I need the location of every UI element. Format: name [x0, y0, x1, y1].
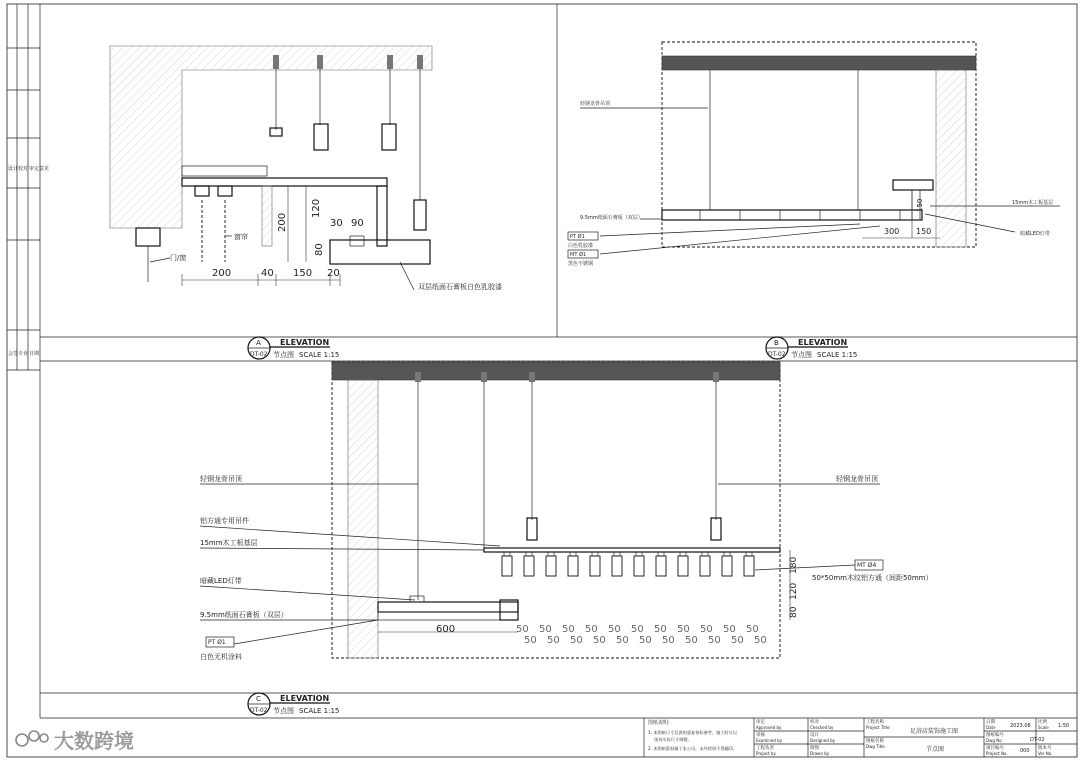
detail-b-subtitle: 节点图 — [791, 351, 812, 359]
detail-c-dim-50-6: 50 — [631, 624, 644, 635]
detail-c-dim-50-22: 50 — [754, 635, 767, 646]
detail-c-dim-50-17: 50 — [639, 635, 652, 646]
tb-date: 2023.08 — [1010, 723, 1031, 729]
detail-c-scale: SCALE 1:15 — [299, 707, 340, 715]
alu-tube-8 — [656, 556, 666, 576]
detail-a-heading: ELEVATION — [280, 338, 330, 347]
detail-a-title — [248, 337, 339, 359]
strip-upper-1: 校对 — [18, 166, 29, 172]
detail-c-dim-600: 600 — [436, 624, 456, 635]
detail-c-led: 暗藏LED灯带 — [200, 577, 242, 585]
detail-c-pt-tag: PT Ø1 — [208, 639, 226, 646]
detail-c-dim-180: 180 — [789, 556, 799, 574]
detail-b-dim-150v: 150 — [916, 198, 924, 212]
detail-c-dim-50-9: 50 — [700, 624, 713, 635]
detail-c-dim-50-3: 50 — [562, 624, 575, 635]
tb-note1b: 现场实际尺寸调整。 — [654, 737, 692, 742]
detail-c-dim-50-8: 50 — [677, 624, 690, 635]
detail-c-dim-50-2: 50 — [539, 624, 552, 635]
detail-a-dim-80: 80 — [314, 243, 325, 256]
detail-b-tag2: MT Ø1 — [570, 252, 587, 258]
detail-c-id: C — [256, 695, 261, 703]
detail-b-scale: SCALE 1:15 — [817, 351, 858, 359]
tb-date-label: 日期 — [986, 720, 995, 725]
watermark-text: 大数跨境 — [54, 729, 134, 753]
detail-c-paint: 白色无机涂料 — [200, 653, 242, 661]
tb-proj-no-en: Project No. — [986, 751, 1008, 756]
alu-tube-5 — [590, 556, 600, 576]
detail-c-alu-tubes — [502, 552, 754, 576]
watermark-logo-icon — [16, 731, 48, 746]
tb-approved-en: Approved by — [756, 725, 782, 730]
detail-a-door-label: 门/窗 — [170, 254, 187, 262]
detail-a-dim-40: 40 — [261, 268, 274, 279]
detail-c-mt-tag: MT Ø4 — [857, 562, 877, 569]
detail-c-dim-50-12: 50 — [524, 635, 537, 646]
detail-a-subtitle: 节点图 — [273, 351, 294, 359]
tb-checked: 校对 — [810, 720, 819, 725]
strip-upper-2: 审定意见 — [29, 166, 50, 172]
detail-a-id: A — [256, 339, 261, 347]
detail-b-dim-150: 150 — [916, 227, 932, 236]
tb-examined: 审核 — [756, 733, 765, 738]
tb-dwg-title: 节点图 — [926, 746, 945, 753]
tb-notes-title: 图纸说明: — [648, 720, 670, 726]
detail-c-hanger: 铝方通专用吊件 — [200, 517, 249, 525]
alu-tube-2 — [524, 556, 534, 576]
detail-c-dim-120: 120 — [789, 582, 799, 600]
detail-c-wood: 15mm木工板基层 — [200, 539, 258, 547]
tb-ver-label: 版本号 — [1038, 746, 1052, 751]
detail-b-board: 9.5mm纸面石膏板（双层） — [580, 215, 643, 221]
tb-proj-no-label: 项目编号 — [986, 746, 1004, 751]
detail-c-subtitle: 节点图 — [273, 707, 294, 715]
strip-upper-0: 设计 — [8, 166, 19, 172]
tb-note1: 1. 本图纸尺寸仅供的重复按标参考，施工时应以 — [648, 730, 738, 735]
detail-c-dim-50-15: 50 — [593, 635, 606, 646]
tb-ver-en: Ver No. — [1038, 751, 1053, 756]
tb-approved: 审定 — [756, 720, 765, 725]
detail-a-scale: SCALE 1:15 — [299, 351, 340, 359]
tb-note2: 2. 本图纸版权属于本公司，未经授权不得翻印。 — [648, 746, 738, 751]
tb-designed: 设计 — [810, 733, 819, 738]
alu-tube-7 — [634, 556, 644, 576]
alu-tube-9 — [678, 556, 688, 576]
tb-dwg-title-label: 图纸名称 — [866, 739, 884, 744]
detail-c-dim-50-1: 50 — [516, 624, 529, 635]
alu-tube-6 — [612, 556, 622, 576]
detail-a-dim-200b: 200 — [277, 212, 288, 232]
tb-proj-no: 000 — [1020, 748, 1030, 754]
tb-drawn-en: Drawn by — [810, 751, 830, 756]
detail-c-dim-50-row — [516, 624, 767, 646]
detail-c-dim-80: 80 — [789, 606, 799, 618]
detail-a-dim-20: 20 — [327, 268, 340, 279]
detail-b-keel: 轻钢龙骨吊顶 — [580, 101, 611, 107]
tb-designed-en: Designed by — [810, 738, 835, 743]
detail-b-id: B — [774, 339, 779, 347]
alu-tube-10 — [700, 556, 710, 576]
tb-dwg-no-label: 图纸编号 — [986, 733, 1004, 738]
detail-b-paint: 白色乳胶漆 — [568, 243, 594, 249]
detail-a-dim-30: 30 — [330, 218, 343, 229]
alu-tube-11 — [722, 556, 732, 576]
detail-c-drawing — [200, 362, 880, 658]
alu-tube-1 — [502, 556, 512, 576]
detail-c-dim-50-14: 50 — [570, 635, 583, 646]
detail-b-wood: 15mm木工板基层 — [1012, 200, 1054, 206]
tb-scale-en: Scale — [1038, 725, 1049, 730]
detail-c-dim-50-13: 50 — [547, 635, 560, 646]
detail-a-curtain-label: 窗帘 — [234, 233, 248, 241]
tb-drawn: 制图 — [810, 746, 819, 751]
detail-b-tag1: PT Ø1 — [570, 234, 585, 240]
strip-lower-0: 会签 — [8, 351, 19, 357]
tb-project-lead-en: Project by — [756, 751, 776, 756]
detail-c-heading: ELEVATION — [280, 694, 330, 703]
tb-scale-label: 比例 — [1038, 720, 1047, 725]
detail-c-sheet: DT-02 — [250, 707, 268, 714]
tb-dwg-title-en: Dwg Title — [866, 744, 885, 749]
detail-a-dim-90: 90 — [351, 218, 364, 229]
alu-tube-12 — [744, 556, 754, 576]
detail-a-gypsum-note: 双层纸面石膏板白色乳胶漆 — [418, 283, 502, 291]
detail-c-title — [248, 693, 339, 715]
tb-dwg-no: DT-02 — [1030, 737, 1045, 743]
tb-dwg-no-en: Dwg No. — [986, 738, 1003, 743]
strip-lower-1: 专业 — [18, 351, 29, 357]
detail-c-dim-50-16: 50 — [616, 635, 629, 646]
detail-c-dim-50-4: 50 — [585, 624, 598, 635]
watermark — [16, 729, 134, 753]
detail-a-drawing — [110, 46, 432, 290]
detail-c-dim-50-20: 50 — [708, 635, 721, 646]
strip-lower-2: 日期 — [29, 351, 40, 357]
detail-b-title — [766, 337, 857, 359]
alu-tube-4 — [568, 556, 578, 576]
detail-b-drawing — [580, 42, 1060, 254]
detail-c-dim-50-19: 50 — [685, 635, 698, 646]
detail-b-steel: 黑色不锈钢 — [568, 261, 594, 267]
detail-b-dim-300: 300 — [884, 227, 900, 236]
tb-checked-en: Checked by — [810, 725, 834, 730]
detail-c-keel-left: 轻钢龙骨吊顶 — [200, 475, 242, 483]
detail-c-board: 9.5mm纸面石膏板（双层） — [200, 611, 288, 619]
detail-a-dim-150: 150 — [293, 268, 313, 279]
detail-b-led: 暗藏LED灯带 — [1020, 231, 1050, 237]
tb-project-title-label: 工程名称 — [866, 720, 884, 725]
tb-scale: 1:50 — [1058, 723, 1070, 729]
detail-c-alu: 50*50mm木纹铝方通（间距50mm） — [812, 574, 933, 582]
detail-a-sheet: DT-02 — [250, 351, 268, 358]
detail-a-dim-200a: 200 — [212, 268, 232, 279]
tb-date-en: Date — [986, 725, 996, 730]
detail-c-dim-50-21: 50 — [731, 635, 744, 646]
tb-examined-en: Examined by — [756, 738, 783, 743]
detail-a-dim-120: 120 — [311, 198, 322, 218]
detail-c-dim-50-11: 50 — [746, 624, 759, 635]
tb-project-lead: 工程负责 — [756, 746, 774, 751]
detail-c-dim-50-10: 50 — [723, 624, 736, 635]
detail-c-dim-50-7: 50 — [654, 624, 667, 635]
tb-project-title: 足浴店装饰施工图 — [910, 728, 959, 735]
detail-b-heading: ELEVATION — [798, 338, 848, 347]
tb-project-title-en: Project Title — [866, 725, 890, 730]
detail-b-sheet: DT-02 — [768, 351, 786, 358]
detail-c-dim-50-18: 50 — [662, 635, 675, 646]
alu-tube-3 — [546, 556, 556, 576]
detail-c-dim-50-5: 50 — [608, 624, 621, 635]
detail-c-keel-right: 轻钢龙骨吊顶 — [836, 475, 878, 483]
